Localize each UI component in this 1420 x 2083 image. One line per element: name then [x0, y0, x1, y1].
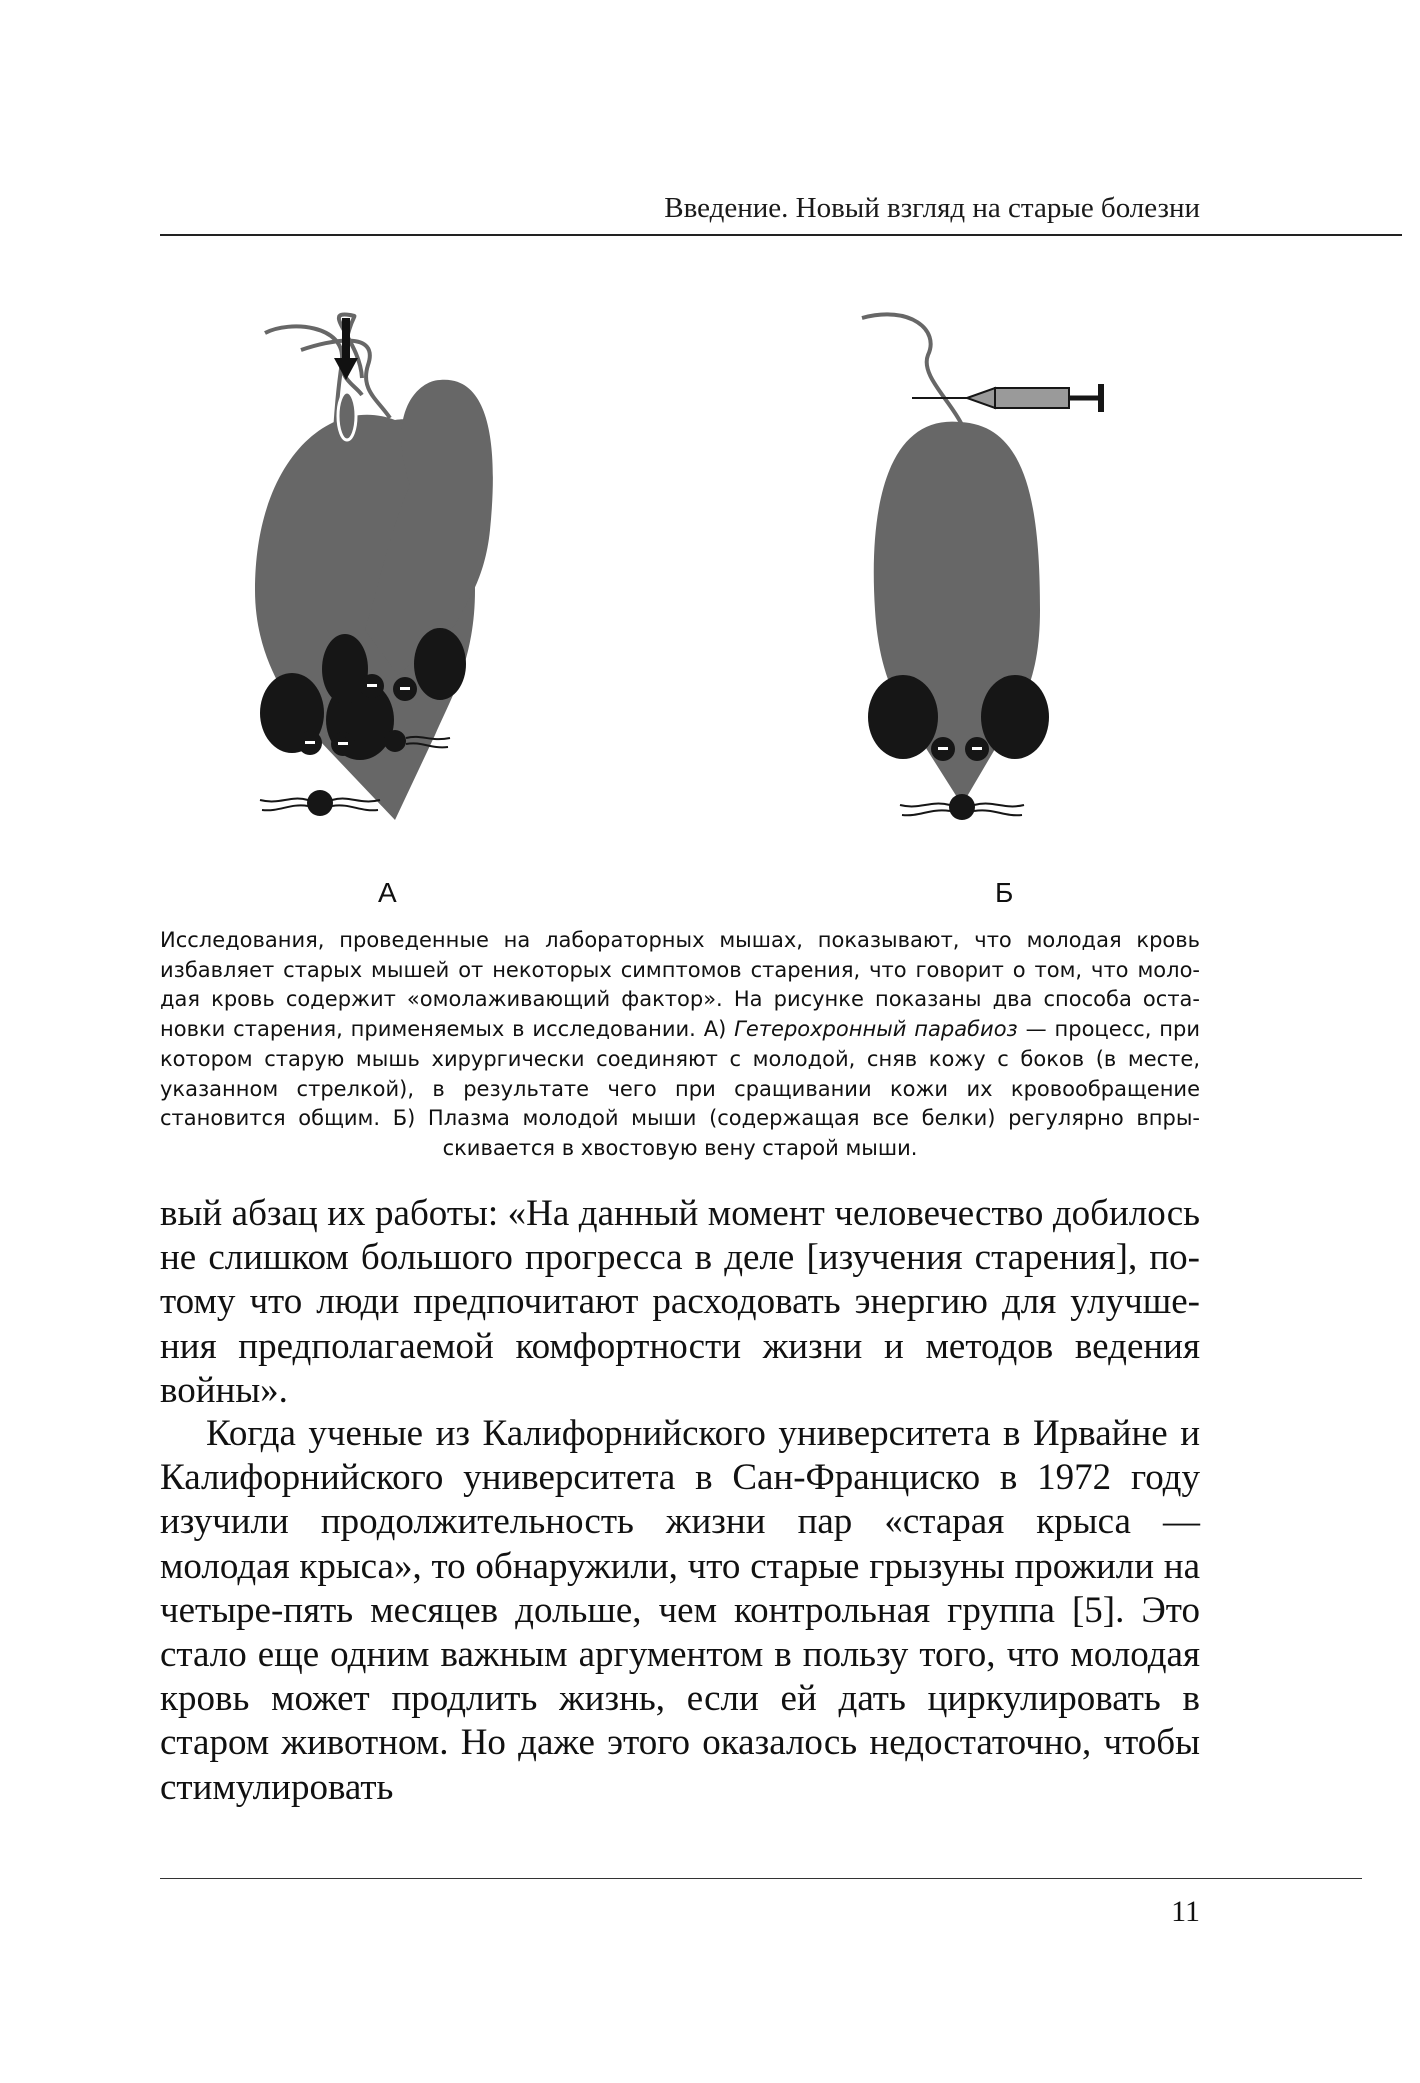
right-mouse-left-ear: [322, 634, 368, 704]
tail: [862, 314, 962, 425]
injection-mouse-illustration: [862, 314, 1104, 820]
header-rule: [160, 234, 1402, 236]
left-ear: [868, 675, 938, 759]
right-mouse-nose: [384, 730, 406, 752]
figure-caption: [160, 926, 1200, 1164]
body-paragraph-2: Когда ученые из Калифорнийского университета в Ирвайне и Калифорнийского университета в Сан-Франциско в 1972 году изучили продолжительность жизни пар «старая крыса — молодая крыса», то обнаружили, что старые грызуны прожили на четыре-пять месяцев дольше, чем контрольная группа [5]. Это стало еще одним важным аргументом в пользу того, что молодая кровь может продлить жизнь, если ей дать циркулировать в старом животном. Но даже этого оказалось недостаточно, чтобы стимулировать: [160, 1413, 1200, 1808]
panel-label-a: А: [378, 877, 397, 908]
panel-label-b: Б: [995, 877, 1014, 908]
page-number: 11: [1171, 1895, 1200, 1928]
footer-rule: [160, 1878, 1362, 1879]
caption-term: Гетерохронный парабиоз: [734, 1017, 1018, 1042]
mice-figure: [250, 300, 1150, 880]
right-ear: [981, 675, 1049, 759]
caption-text-2: — процесс, при котором старую мышь хирургически соединяют с молодой, сняв кожу с боков (в месте, указанном стрелкой), в результате чего при сращивании кожи их кровообращение становится общим. Б) Плазма молодой мыши (содержащая все белки) регулярно впрыскивается в хвостовую вену старой мыши.: [160, 1017, 1201, 1160]
nose: [949, 794, 975, 820]
running-head: Введение. Новый взгляд на старые болезни: [664, 192, 1200, 224]
body-paragraph-1: вый абзац их работы: «На данный момент человечество добилось не слишком большого прогресса в деле [изучения старения], потому что люди предпочитают расходовать энергию для улучшения предполагаемой комфортности жизни и методов ведения войны».: [160, 1193, 1200, 1411]
left-mouse-nose: [307, 790, 333, 816]
parabiosis-pair-illustration: [255, 314, 493, 820]
syringe-icon: [912, 384, 1104, 412]
junction-mark: [338, 392, 356, 440]
right-mouse-right-ear: [414, 628, 466, 700]
caption-text-1: Исследования, проведенные на лабораторных мышах, показывают, что молодая кровь избавляет старых мышей от некоторых симптомов старения, что говорит о том, что молодая кровь содержит «омолаживающий фактор». На рисунке показаны два способа остановки старения, применяемых в исследовании. А): [160, 928, 1200, 1042]
